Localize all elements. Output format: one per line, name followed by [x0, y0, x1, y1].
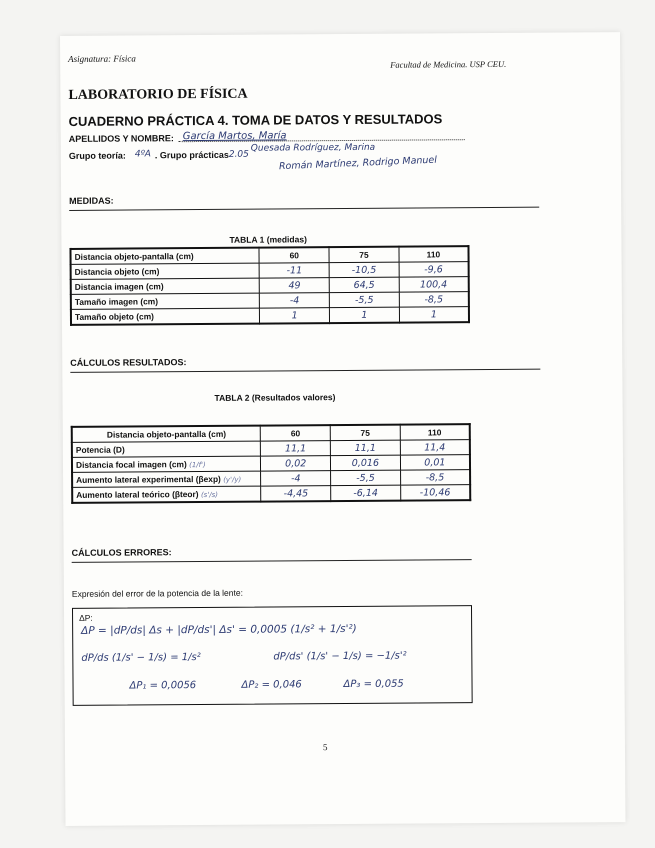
- error-formula-box: [72, 605, 473, 706]
- group-theory-value: 4ºA: [134, 149, 151, 160]
- error-formula-line1: ΔP = |dP/ds| Δs + |dP/ds'| Δs' = 0,0005 (1/s² + 1/s'²): [81, 622, 357, 637]
- row-label: [72, 471, 261, 487]
- row-label-text: Potencia (D): [75, 444, 125, 455]
- document-page: [60, 32, 626, 826]
- group-practice-label: . Grupo prácticas: [154, 149, 229, 161]
- cell-value: 1: [260, 308, 330, 324]
- group-theory-label: Grupo teoría:: [68, 150, 126, 161]
- name-value-3: Román Martínez, Rodrigo Manuel: [278, 154, 438, 173]
- page-subtitle: CUADERNO PRÁCTICA 4. TOMA DE DATOS Y RESULTADOS: [68, 111, 443, 129]
- table1-col-75: 75: [329, 247, 399, 263]
- faculty-header: Facultad de Medicina. USP CEU.: [390, 58, 507, 70]
- cell-value: 11,1: [261, 441, 331, 456]
- table1-header-label: Distancia objeto-pantalla (cm): [70, 248, 259, 265]
- cell-value: -9,6: [399, 262, 469, 277]
- cell-value: 1: [399, 307, 469, 323]
- error-result-2: ΔP₂ = 0,046: [241, 679, 302, 691]
- table-row: [71, 307, 469, 325]
- cell-value: 100,4: [399, 277, 469, 292]
- cell-value: 64,5: [329, 277, 399, 292]
- cell-value: -8,5: [399, 292, 469, 307]
- row-label: [72, 456, 261, 472]
- cell-value: -4: [261, 471, 331, 486]
- cell-value: 11,1: [330, 440, 400, 455]
- error-result-1: ΔP₁ = 0,0056: [129, 680, 197, 692]
- row-label: Tamaño imagen (cm): [71, 293, 260, 309]
- cell-value: -11: [259, 263, 329, 278]
- section-medidas: MEDIDAS:: [69, 195, 114, 206]
- section-divider: [70, 369, 540, 373]
- section-divider: [69, 207, 539, 211]
- section-divider: [72, 559, 472, 563]
- table1-col-60: 60: [259, 247, 329, 263]
- errors-intro: Expresión del error de la potencia de la lente:: [71, 587, 243, 599]
- name-value-2: Quesada Rodríguez, Marina: [250, 142, 376, 154]
- section-calculos-errores: CÁLCULOS ERRORES:: [71, 547, 172, 558]
- row-label-text: Aumento lateral teórico (βteor): [76, 489, 199, 500]
- cell-value: 1: [329, 307, 399, 323]
- table2-col-60: 60: [261, 425, 331, 441]
- subject-header: Asignatura: Física: [68, 53, 136, 64]
- group-practice-value: 2.05: [228, 149, 249, 160]
- error-box-label: ΔP:: [79, 612, 93, 623]
- table1-col-110: 110: [399, 246, 469, 262]
- row-label: Distancia imagen (cm): [71, 278, 260, 294]
- cell-value: 49: [260, 278, 330, 293]
- row-label: [72, 441, 261, 457]
- cell-value: 11,4: [400, 440, 470, 455]
- name-label: APELLIDOS Y NOMBRE:: [68, 133, 174, 144]
- row-note: (s'/s): [200, 490, 219, 500]
- table-row: [72, 485, 470, 503]
- row-label-text: Distancia focal imagen (cm): [75, 459, 187, 470]
- cell-value: -5,5: [329, 292, 399, 307]
- row-label: [72, 486, 261, 503]
- row-note: (1/f'): [189, 460, 206, 470]
- table1-caption: TABLA 1 (medidas): [229, 234, 307, 245]
- cell-value: 0,01: [400, 455, 470, 470]
- section-calculos-resultados: CÁLCULOS RESULTADOS:: [70, 357, 187, 368]
- table2-col-75: 75: [330, 425, 400, 441]
- cell-value: -8,5: [400, 470, 470, 485]
- page-number: 5: [322, 742, 328, 753]
- cell-value: -10,46: [400, 485, 470, 501]
- cell-value: 0,016: [330, 455, 400, 470]
- error-formula-line2a: dP/ds (1/s' − 1/s) = 1/s²: [81, 652, 201, 664]
- cell-value: -5,5: [331, 470, 401, 485]
- table2: [71, 423, 472, 504]
- error-result-3: ΔP₃ = 0,055: [343, 678, 404, 691]
- row-note: (y'/y): [223, 475, 242, 484]
- cell-value: -4: [260, 293, 330, 308]
- cell-value: -6,14: [331, 485, 401, 501]
- cell-value: 0,02: [261, 456, 331, 471]
- row-label: Distancia objeto (cm): [71, 263, 260, 279]
- cell-value: -4,45: [261, 486, 331, 502]
- row-label: Tamaño objeto (cm): [71, 308, 260, 325]
- row-label-text: Aumento lateral experimental (βexp): [76, 473, 221, 485]
- table2-header-label: Distancia objeto-pantalla (cm): [72, 426, 261, 443]
- error-formula-line2b: dP/ds' (1/s' − 1/s) = −1/s'²: [273, 650, 407, 663]
- table2-col-110: 110: [400, 424, 470, 440]
- cell-value: -10,5: [329, 262, 399, 277]
- table2-caption: TABLA 2 (Resultados valores): [214, 392, 336, 403]
- name-value-1: García Martos, María: [182, 130, 287, 143]
- table1: [69, 245, 470, 326]
- page-title: LABORATORIO DE FÍSICA: [68, 86, 248, 103]
